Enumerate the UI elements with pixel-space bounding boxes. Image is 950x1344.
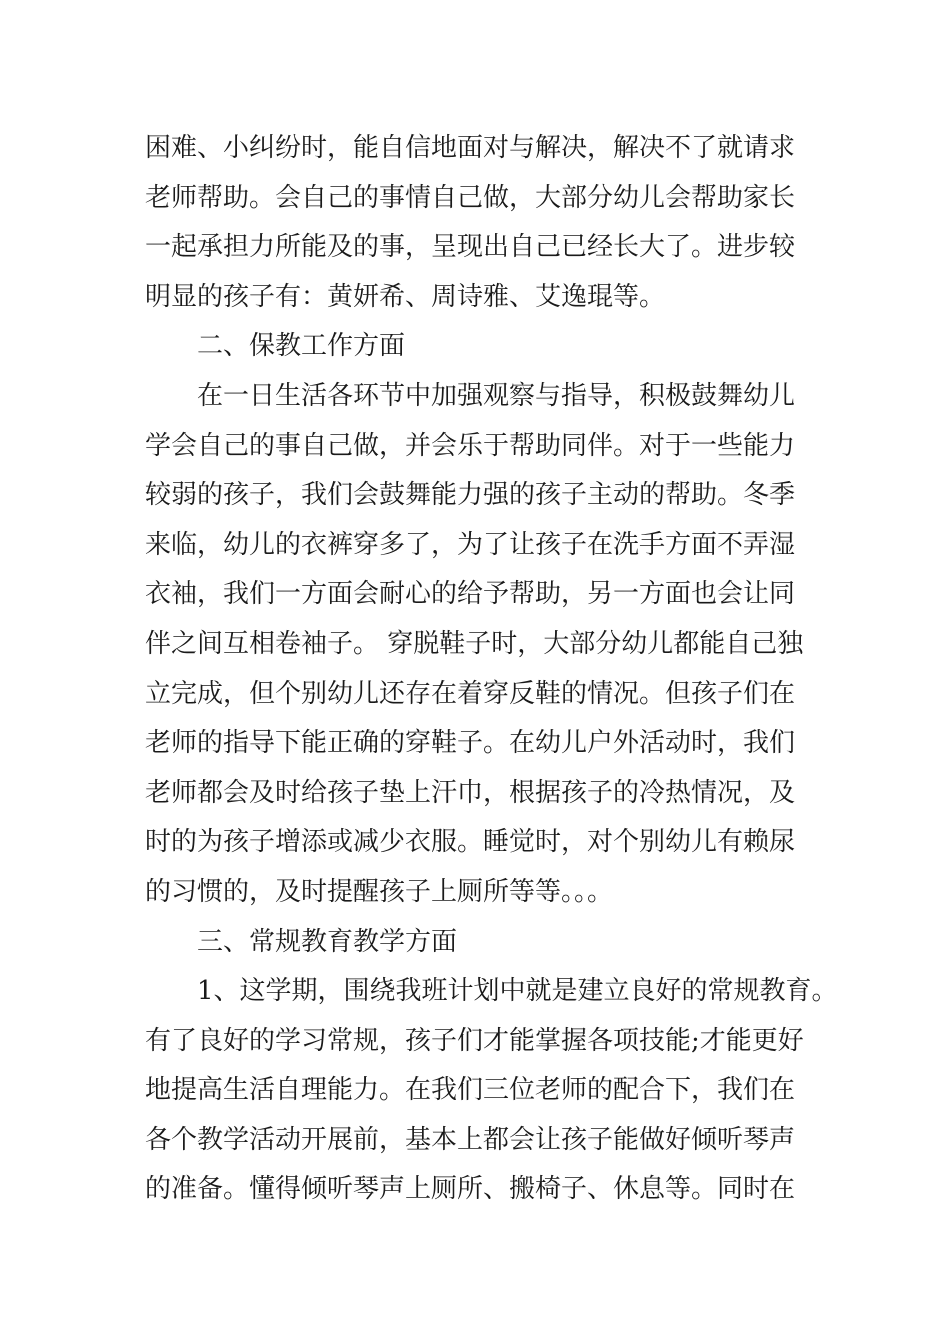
- text-line: 较弱的孩子，我们会鼓舞能力强的孩子主动的帮助。冬季: [145, 480, 796, 511]
- text-line: 学会自己的事自己做，并会乐于帮助同伴。对于一些能力: [145, 430, 796, 461]
- text-line: 明显的孩子有：黄妍希、周诗雅、艾逸琨等。: [145, 281, 666, 312]
- text-line: 困难、小纠纷时，能自信地面对与解决，解决不了就请求: [145, 133, 796, 163]
- text-line: 伴之间互相卷袖子。 穿脱鞋子时，大部分幼儿都能自己独: [145, 628, 804, 659]
- text-line: 有了良好的学习常规，孩子们才能掌握各项技能;才能更好: [145, 1025, 804, 1056]
- text-line: 来临，幼儿的衣裤穿多了，为了让孩子在洗手方面不弄湿: [145, 529, 796, 560]
- text-line: 一起承担力所能及的事，呈现出自己已经长大了。进步较: [145, 232, 796, 263]
- text-line: 老师的指导下能正确的穿鞋子。在幼儿户外活动时，我们: [145, 728, 796, 759]
- section-heading: 三、常规教育教学方面: [197, 926, 458, 957]
- section-heading: 二、保教工作方面: [197, 331, 406, 362]
- text-line: 老师帮助。会自己的事情自己做，大部分幼儿会帮助家长: [145, 182, 796, 213]
- text-line: 地提高生活自理能力。在我们三位老师的配合下，我们在: [145, 1075, 796, 1106]
- text-line: 时的为孩子增添或减少衣服。睡觉时，对个别幼儿有赖尿: [145, 827, 796, 858]
- text-line: 衣袖，我们一方面会耐心的给予帮助，另一方面也会让同: [145, 579, 796, 610]
- text-line: 的准备。懂得倾听琴声上厕所、搬椅子、休息等。同时在: [145, 1174, 796, 1205]
- text-line: 老师都会及时给孩子垫上汗巾，根据孩子的冷热情况，及: [145, 777, 796, 808]
- text-line: 立完成，但个别幼儿还存在着穿反鞋的情况。但孩子们在: [145, 678, 796, 709]
- text-line: 各个教学活动开展前，基本上都会让孩子能做好倾听琴声: [145, 1124, 796, 1155]
- text-line: 在一日生活各环节中加强观察与指导，积极鼓舞幼儿: [197, 380, 796, 411]
- text-line: 1、这学期，围绕我班计划中就是建立良好的常规教育。: [197, 976, 838, 1007]
- text-line: 的习惯的，及时提醒孩子上厕所等等。。。: [145, 876, 614, 907]
- document-body: [145, 124, 838, 1215]
